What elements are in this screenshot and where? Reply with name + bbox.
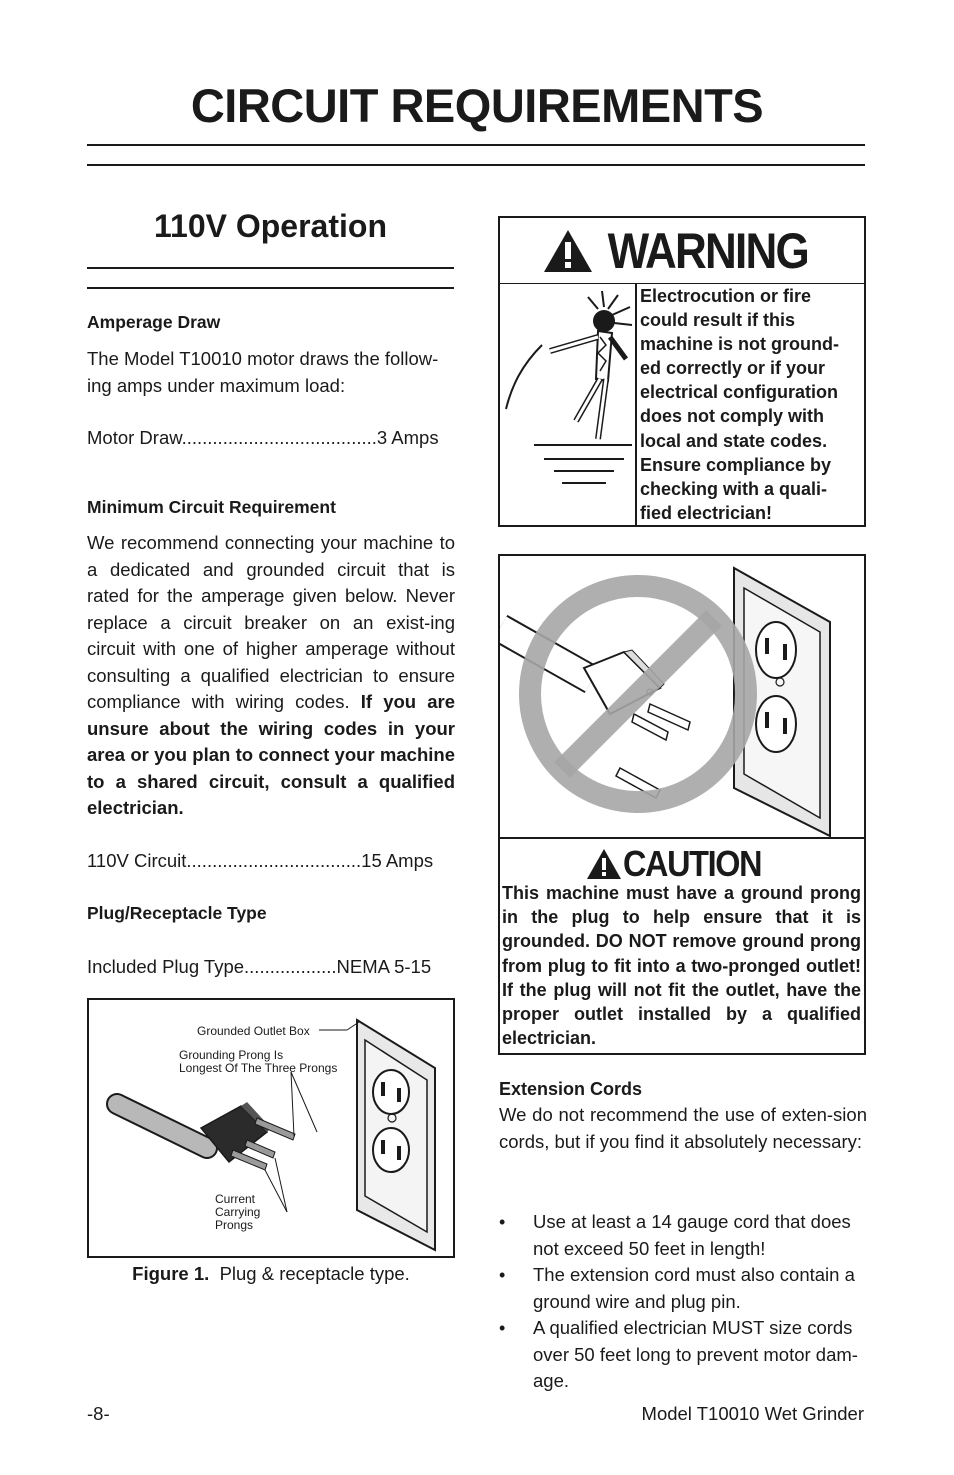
list-item (499, 1315, 869, 1395)
warning-line: machine is not ground- (640, 334, 840, 355)
list-item (499, 1209, 869, 1262)
amperage-intro-line: ing amps under maximum load: (87, 374, 346, 396)
callout-line: Prongs (215, 1218, 254, 1232)
callout-line: Carrying (215, 1205, 261, 1219)
caution-header (585, 843, 777, 885)
bullet-icon: • (499, 1265, 506, 1285)
section-rule-bottom (87, 287, 454, 289)
warning-line: Ensure compliance by (640, 454, 832, 475)
electrocution-icon (502, 285, 636, 525)
warning-line: could result if this (640, 310, 796, 331)
section-title: 110V Operation (154, 208, 387, 244)
warning-line: electrical configuration (640, 382, 839, 403)
warning-line: does not comply with (640, 406, 825, 427)
callout-line: Grounding Prong Is (179, 1048, 284, 1062)
bullet-icon: • (499, 1318, 506, 1338)
caution-divider (498, 837, 866, 839)
circuit-spec: 110V Circuit..................................15 Amps (87, 850, 434, 871)
callout-line: Current (215, 1192, 256, 1206)
warning-divider (635, 283, 637, 526)
amperage-intro (87, 346, 457, 399)
min-circuit-text: We recommend connecting your machine to a dedicated and grounded circuit that is rated for the amperage given below. Never replace a circuit breaker on an exist-ing circuit with one of higher amperage without consulting a qualified electrician to ensure compliance with wiring codes. (87, 532, 455, 712)
warning-line: local and state codes. (640, 430, 828, 451)
figure-caption-text: Plug & receptacle type. (219, 1263, 410, 1284)
callout-outlet-box: Grounded Outlet Box (197, 1024, 310, 1038)
plug-type-spec: Included Plug Type..................NEMA 5-15 (87, 956, 432, 977)
warning-line: fied electrician! (640, 502, 773, 523)
page-number: -8- (87, 1403, 110, 1424)
warning-text (640, 284, 862, 525)
min-circuit-bold-text: If you are unsure about the wiring codes in your area or you plan to connect your machine to a shared circuit, consult a qualified electrician. (87, 691, 456, 818)
caution-triangle-icon (585, 847, 623, 881)
figure-caption (87, 1263, 455, 1285)
title-rule-bottom (87, 164, 865, 166)
warning-triangle-icon (542, 228, 594, 274)
warning-label: WARNING (607, 222, 809, 279)
callout-grounding-prong (179, 1049, 337, 1075)
section-rule-top (87, 267, 454, 269)
figure-caption-label: Figure 1. (132, 1263, 210, 1284)
min-circuit-heading: Minimum Circuit Requirement (87, 497, 336, 517)
figure-plug-receptacle (87, 998, 455, 1258)
callout-line: Longest Of The Three Prongs (179, 1061, 338, 1075)
motor-draw-spec: Motor Draw......................................3 Amps (87, 427, 439, 448)
extension-bullet-list (499, 1209, 869, 1395)
extension-heading: Extension Cords (499, 1079, 643, 1099)
warning-line: Electrocution or fire (640, 286, 812, 306)
caution-text: This machine must have a ground prong in the plug to help ensure that it is grounded. DO NOT remove ground prong from plug to fit into a two-pronged outlet! If the plug will not fit the outlet, have the proper outlet installed by a qualified electrician. (502, 883, 861, 1049)
warning-line: checking with a quali- (640, 478, 828, 499)
no-remove-ground-prong-illustration (500, 556, 864, 838)
bullet-text: The extension cord must also contain a ground wire and plug pin. (533, 1264, 855, 1312)
page-title: CIRCUIT REQUIREMENTS (190, 79, 764, 132)
title-rule-top (87, 144, 865, 146)
warning-header (498, 216, 866, 284)
bullet-text: Use at least a 14 gauge cord that does not exceed 50 feet in length! (533, 1211, 851, 1259)
amperage-intro-line: The Model T10010 motor draws the follow- (87, 348, 439, 369)
bullet-text: A qualified electrician MUST size cords over 50 feet long to prevent motor dam-age. (533, 1317, 858, 1391)
extension-intro: We do not recommend the use of exten-sion cords, but if you find it absolutely necessary: (499, 1104, 867, 1152)
caution-label: CAUTION (623, 843, 762, 884)
callout-current-prongs (215, 1193, 260, 1232)
min-circuit-paragraph (87, 530, 455, 822)
list-item (499, 1262, 869, 1315)
plug-heading: Plug/Receptacle Type (87, 903, 267, 923)
amperage-heading: Amperage Draw (87, 312, 221, 332)
bullet-icon: • (499, 1212, 506, 1232)
plug-receptacle-illustration (89, 1000, 453, 1256)
warning-line: ed correctly or if your (640, 358, 826, 379)
footer-model: Model T10010 Wet Grinder (641, 1403, 864, 1424)
